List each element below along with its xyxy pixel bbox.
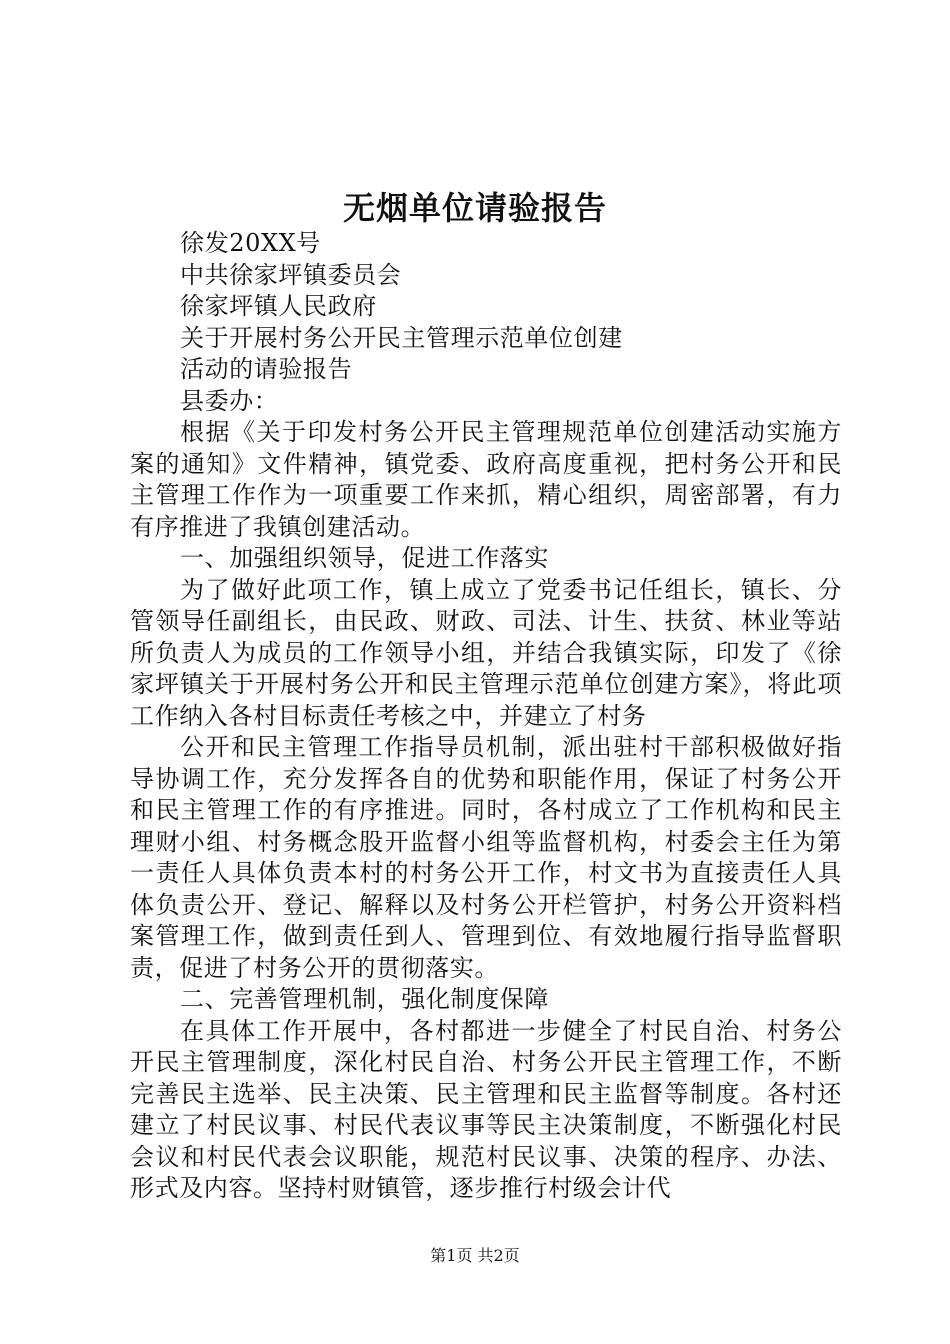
paragraph-intro: 根据《关于印发村务公开民主管理规范单位创建活动实施方案的通知》文件精神，镇党委、政府高度重视，把村务公开和民主管理工作作为一项重要工作来抓，精心组织，周密部署，有力有序推进了我镇创建活动。 (130, 418, 842, 541)
issuer-party-committee: 中共徐家坪镇委员会 (180, 260, 402, 289)
addressee: 县委办： (180, 386, 279, 415)
document-number: 徐发20XX号 (180, 229, 321, 257)
report-subject-line-2: 活动的请验报告 (180, 355, 353, 383)
paragraph-section-1-b: 公开和民主管理工作指导员机制，派出驻村干部积极做好指导协调工作，充分发挥各自的优势和职能作用，保证了村务公开和民主管理工作的有序推进。同时，各村成立了工作机构和民主理财小组、村务概念股开监督小组等监督机构，村委会主任为第一责任人具体负责本村的村务公开工作，村文书为直接责任人具体负责公开、登记、解释以及村务公开栏管护，村务公开资料档案管理工作，做到责任到人、管理到位、有效地履行指导监督职责，促进了村务公开的贯彻落实。 (130, 733, 842, 982)
paragraph-section-1-a: 为了做好此项工作，镇上成立了党委书记任组长，镇长、分管领导任副组长，由民政、财政、司法、计生、扶贫、林业等站所负责人为成员的工作领导小组，并结合我镇实际，印发了《徐家坪镇关于开展村务公开和民主管理示范单位创建方案》，将此项工作纳入各村目标责任考核之中，并建立了村务 (130, 575, 842, 730)
paragraph-section-2: 在具体工作开展中，各村都进一步健全了村民自治、村务公开民主管理制度，深化村民自治、村务公开民主管理工作，不断完善民主选举、民主决策、民主管理和民主监督等制度。各村还建立了村民议事、村民代表议事等民主决策制度，不断强化村民会议和村民代表会议职能，规范村民议事、决策的程序、办法、形式及内容。坚持村财镇管，逐步推行村级会计代 (130, 1016, 842, 1202)
document-body (130, 228, 842, 1205)
document-title: 无烟单位请验报告 (342, 189, 607, 227)
section-heading-2: 二、完善管理机制，强化制度保障 (180, 985, 549, 1013)
issuer-government: 徐家坪镇人民政府 (180, 292, 377, 320)
page-footer: 第1页 共2页 (430, 1246, 520, 1265)
report-subject-line-1: 关于开展村务公开民主管理示范单位创建 (180, 323, 623, 352)
section-heading-1: 一、加强组织领导，促进工作落实 (180, 544, 549, 572)
